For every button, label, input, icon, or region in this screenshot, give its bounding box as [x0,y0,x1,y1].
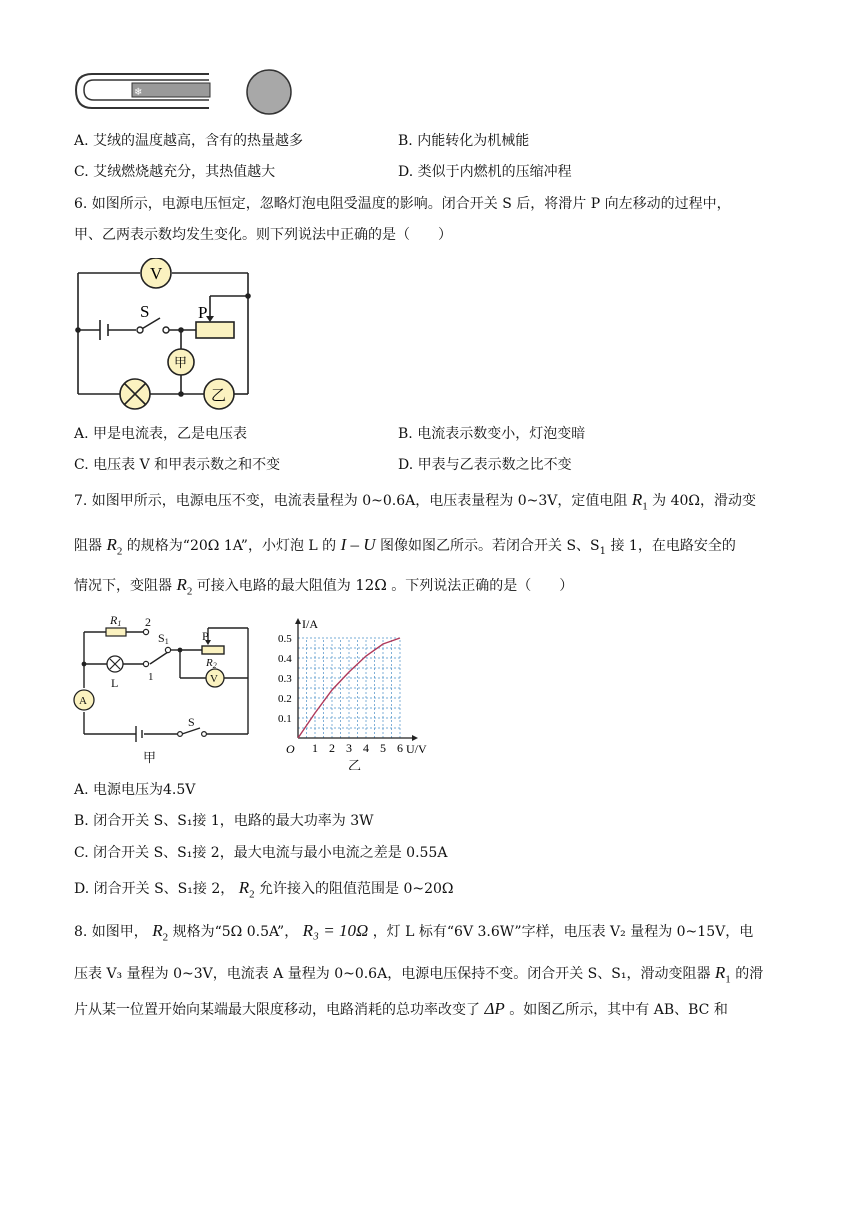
x-tick-label: 3 [346,741,352,755]
y-axis-arrow [295,618,301,624]
y-tick-label: 0.3 [278,673,292,685]
svg-text:S: S [188,715,195,729]
q5-option-d: D. 类似于内燃机的压缩冲程 [398,164,572,180]
svg-text:1: 1 [148,671,154,683]
svg-text:P: P [202,629,209,643]
y-tick-label: 0.1 [278,713,292,725]
q7-option-a: A. 电源电压为4.5V [74,782,196,798]
q7-circuit-diagram [70,612,260,772]
q6-stem-line2: 甲、乙两表示数均发生变化。则下列说法中正确的是（ ） [74,227,452,243]
chart-caption: 乙 [348,759,362,770]
q6-label-p: P [198,303,208,322]
svg-text:A: A [79,695,87,707]
q5-option-b: B. 内能转化为机械能 [398,133,530,149]
svg-text:S1: S1 [158,631,169,646]
x-tick-label: 5 [380,741,386,755]
q6-option-a: A. 甲是电流表，乙是电压表 [74,426,248,442]
q6-circuit-diagram [70,258,260,410]
origin-label: O [286,742,295,756]
x-tick-label: 6 [397,741,403,755]
q7-stem-line1: 7. 如图甲所示，电源电压不变，电流表量程为 0~0.6A，电压表量程为 0~3V，定值电阻 $R_1$ 为 40Ω，滑动变 [74,490,757,513]
y-tick-label: 0.4 [278,653,292,665]
q5-option-c: C. 艾绒燃烧越充分，其热值越大 [74,164,276,180]
q6-option-c: C. 电压表 V 和甲表示数之和不变 [74,457,281,473]
q7-option-c: C. 闭合开关 S、S₁接 2，最大电流与最小电流之差是 0.55A [74,845,448,861]
q7-option-b: B. 闭合开关 S、S₁接 1，电路的最大功率为 3W [74,813,374,829]
svg-text:L: L [111,676,119,690]
q6-option-b: B. 电流表示数变小，灯泡变暗 [398,426,586,442]
x-tick-label: 2 [329,741,335,755]
moxa-tube-figure [72,68,297,118]
q5-option-a: A. 艾绒的温度越高，含有的热量越多 [74,133,304,149]
x-tick-label: 1 [312,741,318,755]
x-axis-label: U/V [406,742,427,756]
q7-iu-chart [276,614,436,770]
svg-text:R1: R1 [110,613,122,628]
y-tick-label: 0.5 [278,633,292,645]
q8-stem-line1: 8. 如图甲， $R_2$ 规格为“5Ω 0.5A”， R₃ = 10Ω ，灯 L 标有“6V 3.6W”字样，电压表 V₂ 量程为 0~15V，电 [74,921,754,944]
x-tick-label: 4 [363,741,369,755]
q6-label-yi: 乙 [211,386,227,404]
q8-stem-line2: 压表 V₃ 量程为 0~3V，电流表 A 量程为 0~0.6A，电源电压保持不变。闭合开关 S、S₁，滑动变阻器 $R_1$ 的滑 [74,963,764,986]
svg-text:甲: 甲 [143,750,157,765]
svg-text:R2: R2 [206,657,217,670]
q6-option-d: D. 甲表与乙表示数之比不变 [398,457,572,473]
svg-text:❄: ❄ [134,87,143,98]
svg-text:2: 2 [145,615,151,629]
q7-stem-line2: 阻器 $R_2$ 的规格为“20Ω 1A”，小灯泡 L 的 I – U 图像如图乙所示。若闭合开关 S、$S_1$ 接 1，在电路安全的 [74,535,736,558]
y-tick-label: 0.2 [278,693,292,705]
x-axis-arrow [412,735,418,741]
q8-stem-line3: 片从某一位置开始向某端最大限度移动，电路消耗的总功率改变了 ΔP 。如图乙所示，其中有 AB、BC 和 [74,999,728,1018]
q7-stem-line3: 情况下，变阻器 $R_2$ 可接入电路的最大阻值为 12Ω 。下列说法正确的是（ ） [74,575,574,598]
q6-label-v: V [150,264,163,283]
q7-option-d: D. 闭合开关 S、S₁接 2， $R_2$ 允许接入的阻值范围是 0~20Ω [74,878,454,901]
q6-label-s: S [140,302,150,321]
q6-label-jia: 甲 [174,356,188,371]
svg-text:V: V [210,673,218,685]
q6-stem-line1: 6. 如图所示，电源电压恒定，忽略灯泡电阻受温度的影响。闭合开关 S 后，将滑片 P 向左移动的过程中， [74,196,731,212]
y-axis-label: I/A [302,617,318,631]
